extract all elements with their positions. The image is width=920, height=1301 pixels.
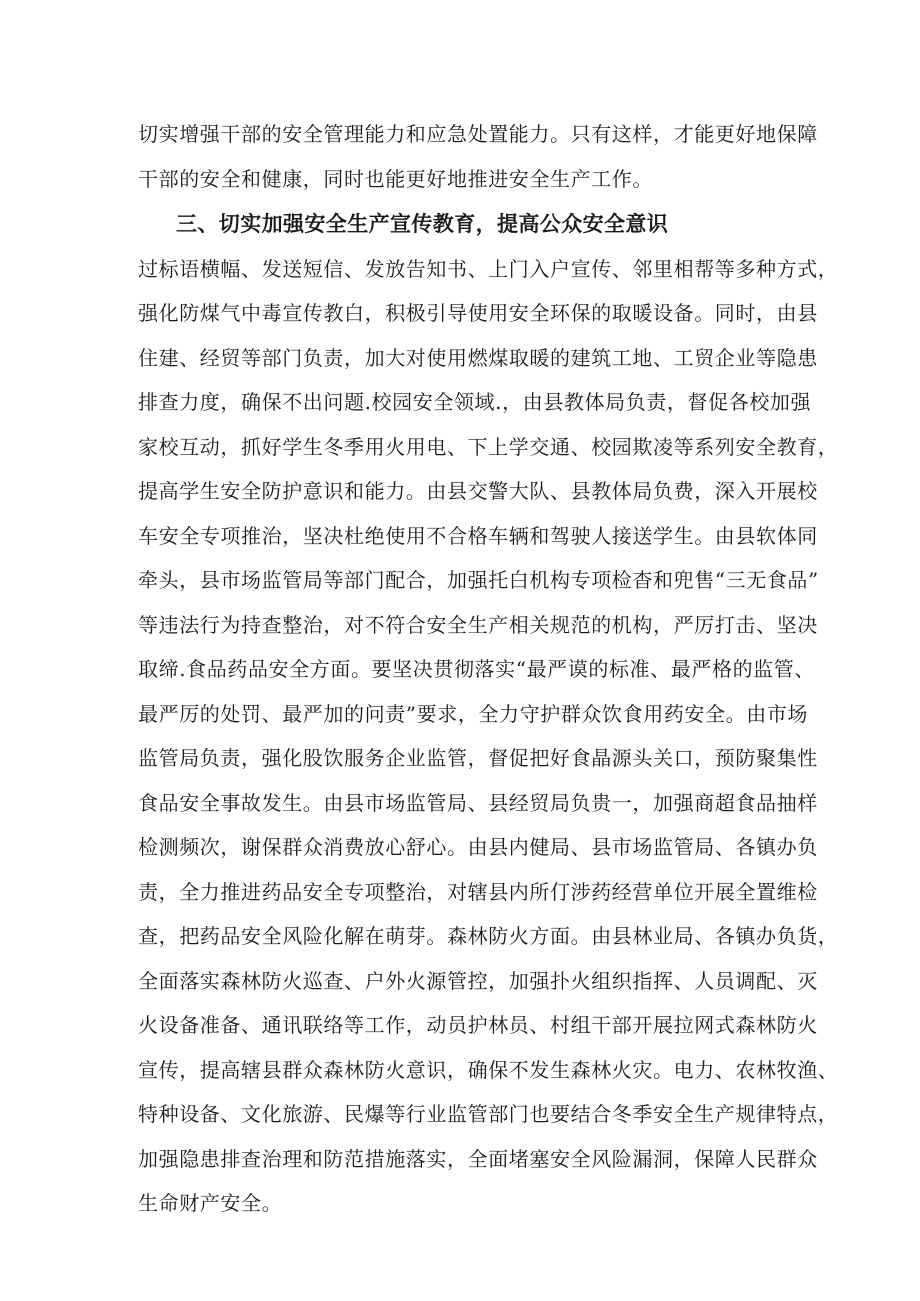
body-line: 过标语横幅、发送短信、发放告知书、上门入户宣传、邻里相帮等多种方式， (138, 257, 839, 281)
body-line: 加强隐患排查治理和防范措施落实，全面堵塞安全风险漏洞，保障人民群众 (138, 1147, 818, 1171)
body-line: 生命财产安全。 (138, 1191, 283, 1215)
body-line: 全面落实森林防火巡查、户外火源管控，加强扑火组织指挥、人员调配、灭 (138, 969, 818, 993)
intro-line: 切实增强干部的安全管理能力和应急处置能力。只有这样，才能更好地保障 (138, 122, 818, 146)
body-line: 特种设备、文化旅游、民爆等行业监管部门也要结合冬季安全生产规律特点， (138, 1102, 839, 1126)
section-heading: 三、切实加强安全生产宣传教育，提高公众安全意识 (176, 212, 669, 236)
body-line: 责，全力推进药品安全专项整治，对辖县内所仃涉药经营单位开展全置维检 (138, 880, 818, 904)
body-line: 等违法行为持查整治，对不符合安全生产相关规范的机构，严厉打击、坚决 (138, 613, 818, 637)
body-line: 家校互动，抓好学生冬季用火用电、下上学交通、校园欺凌等系列安全教育， (138, 435, 839, 459)
intro-line: 干部的安全和健康，同时也能更好地推进安全生产工作。 (138, 167, 653, 191)
body-line: 食品安全事故发生。由县市场监管局、县经贸局负贵一，加强商超食品抽样 (138, 791, 818, 815)
body-line: 提高学生安全防护意识和能力。由县交警大队、县教体局负费，深入开展校 (138, 479, 818, 503)
body-line: 排查力度，确保不出问题.校园安全领域.，由县教体局负责，督促各校加强 (138, 390, 812, 414)
body-line: 宣传，提高辖县群众森林防火意识，确保不发生森林火灾。电力、农林牧渔、 (138, 1058, 839, 1082)
body-line: 取缔.食品药品安全方面。要坚决贯彻落实“最严谟的标准、最严格的监管、 (138, 657, 815, 681)
body-line: 住建、经贸等部门负责，加大对使用燃煤取暖的建筑工地、工贸企业等隐患 (138, 346, 818, 370)
body-line: 火设备准备、通讯联络等工作，动员护林员、村组干部开展拉网式森林防火 (138, 1013, 818, 1037)
body-line: 监管局负责，强化股饮服务企业监管，督促把好食晶源头关口，预防聚集性 (138, 746, 818, 770)
body-line: 车安全专项推治，坚决杜绝使用不合格车辆和驾驶人接送学生。由县软体同 (138, 524, 818, 548)
body-line: 强化防煤气中毒宣传教白，积极引导使用安全环保的取暖设备。同时，由县 (138, 301, 818, 325)
body-line: 检测频次，谢保群众消费放心舒心。由县内健局、县市场监管局、各镇办负 (138, 835, 818, 859)
body-line: 最严厉的处罚、最严加的问责”要求，全力守护群众饮食用药安全。由市场 (138, 702, 809, 726)
body-line: 查，把药品安全风险化解在萌芽。森林防火方面。由县林业局、各镇办负货， (138, 924, 839, 948)
body-line: 牵头，县市场监管局等部门配合，加强托白机构专项检杳和兜售“三无食品” (138, 568, 819, 592)
